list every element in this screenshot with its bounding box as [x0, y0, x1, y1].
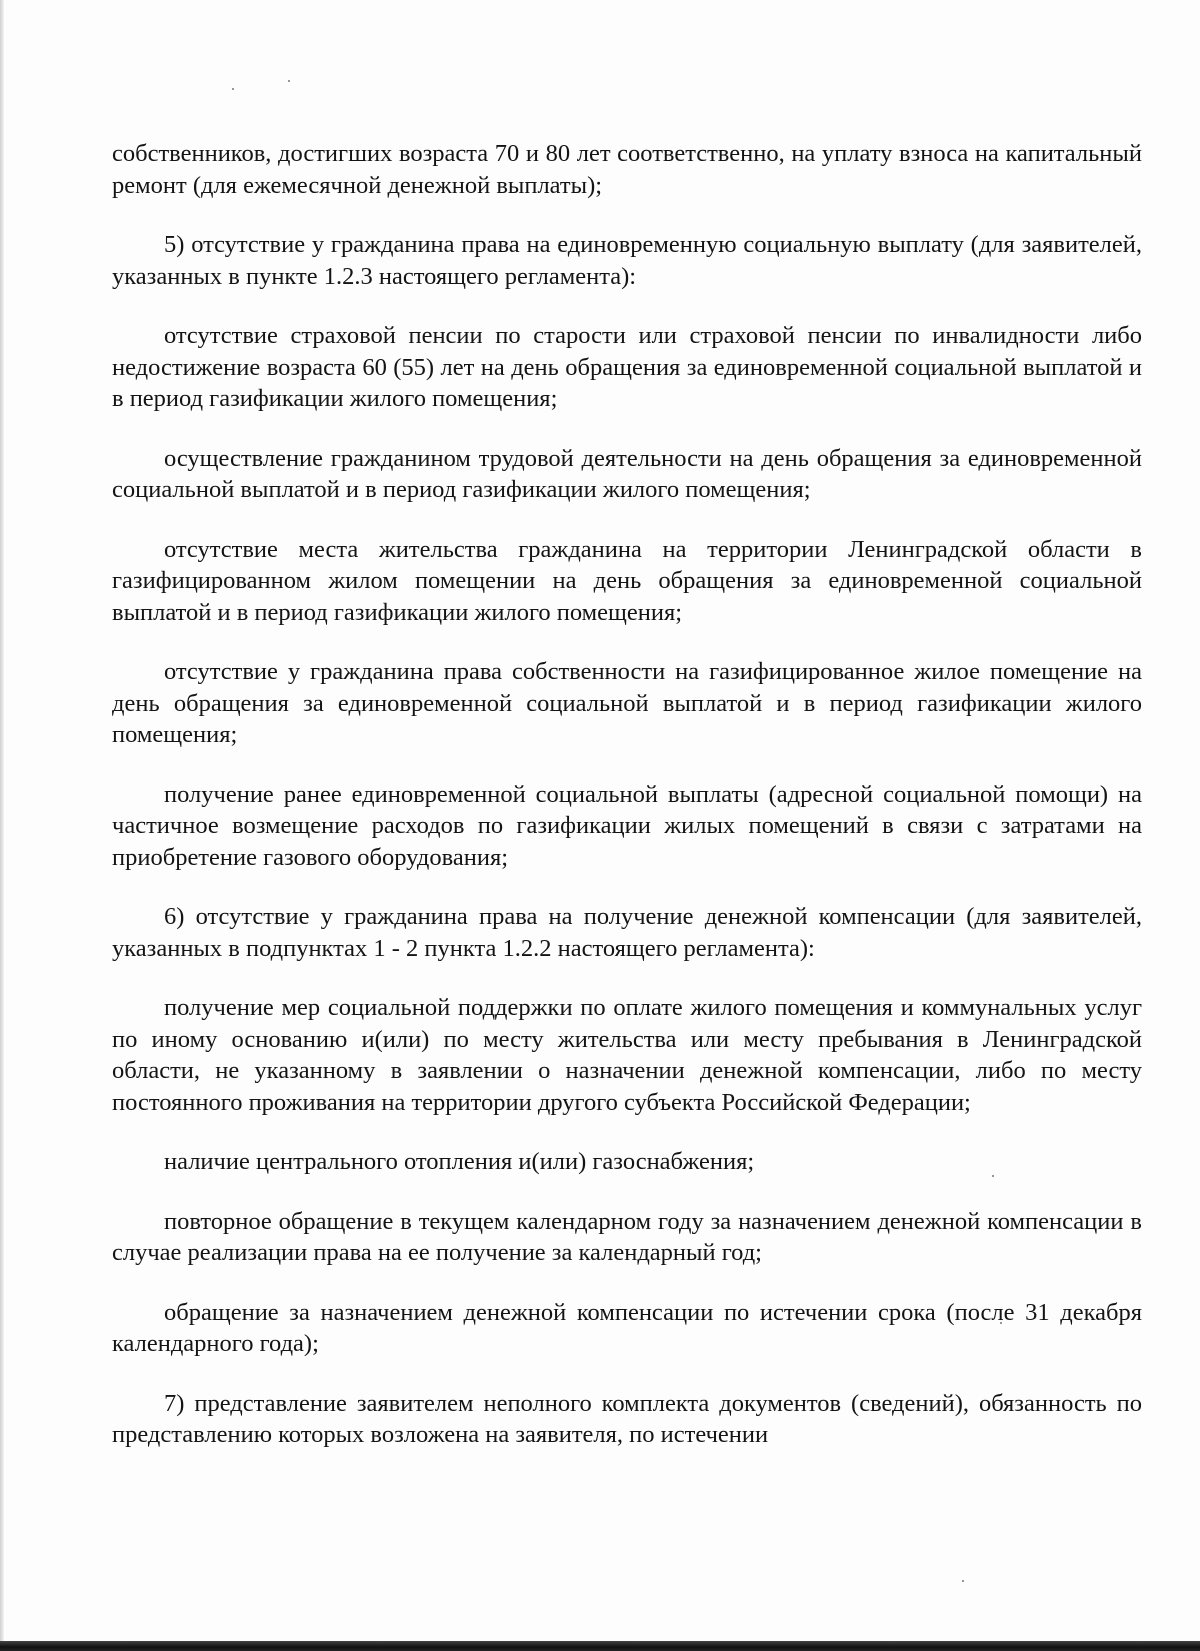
- paragraph-item-7: 7) представление заявителем неполного комплекта документов (сведений), обязанность по представлению которых возложена на заявителя, по истечении: [112, 1389, 1142, 1448]
- paragraph-deadline: обращение за назначением денежной компенсации по истечении срока (после 31 декабря календарного года);: [112, 1298, 1142, 1357]
- paragraph-central-heating: наличие центрального отопления и(или) газоснабжения;: [164, 1148, 755, 1175]
- paragraph-no-residence: отсутствие места жительства гражданина на территории Ленинградской области в газифицированном жилом помещении на день обращения за единовременной социальной выплатой и в период газификации жилого помещения;: [112, 535, 1142, 626]
- scan-left-edge: [0, 0, 4, 1651]
- scan-bottom-edge: [0, 1641, 1200, 1651]
- paragraph-previous-payment: получение ранее единовременной социальной выплаты (адресной социальной помощи) на частичное возмещение расходов по газификации жилых помещений в связи с затратами на приобретение газового оборудования;: [112, 780, 1142, 871]
- document-body: [112, 138, 1142, 1479]
- paragraph-other-support: получение мер социальной поддержки по оплате жилого помещения и коммунальных услуг по иному основанию и(или) по месту жительства или месту пребывания в Ленинградской области, не указанному в заявлении о назначении денежной компенсации, либо по месту постоянного проживания на территории другого субъекта Российской Федерации;: [112, 994, 1142, 1116]
- paragraph-no-pension: отсутствие страховой пенсии по старости или страховой пенсии по инвалидности либо недостижение возраста 60 (55) лет на день обращения за единовременной социальной выплатой и в период газификации жилого помещения;: [112, 322, 1142, 412]
- scan-speck: [288, 80, 290, 82]
- paragraph-no-ownership: отсутствие у гражданина права собственности на газифицированное жилое помещение на день обращения за единовременной социальной выплатой и в период газификации жилого помещения;: [112, 658, 1142, 748]
- scan-speck: [232, 88, 234, 90]
- scan-speck: [962, 1580, 964, 1582]
- paragraph-item-6: 6) отсутствие у гражданина права на получение денежной компенсации (для заявителей, указанных в подпунктах 1 - 2 пункта 1.2.2 настоящего регламента):: [112, 903, 1142, 962]
- paragraph-continuation: собственников, достигших возраста 70 и 80 лет соответственно, на уплату взноса на капитальный ремонт (для ежемесячной денежной выплаты);: [112, 140, 1142, 199]
- paragraph-item-5: 5) отсутствие у гражданина права на единовременную социальную выплату (для заявителей, указанных в пункте 1.2.3 настоящего регламента):: [112, 231, 1142, 290]
- paragraph-repeat-request: повторное обращение в текущем календарном году за назначением денежной компенсации в случае реализации права на ее получение за календарный год;: [112, 1207, 1142, 1266]
- paragraph-employment: осуществление гражданином трудовой деятельности на день обращения за единовременной социальной выплатой и в период газификации жилого помещения;: [112, 444, 1142, 503]
